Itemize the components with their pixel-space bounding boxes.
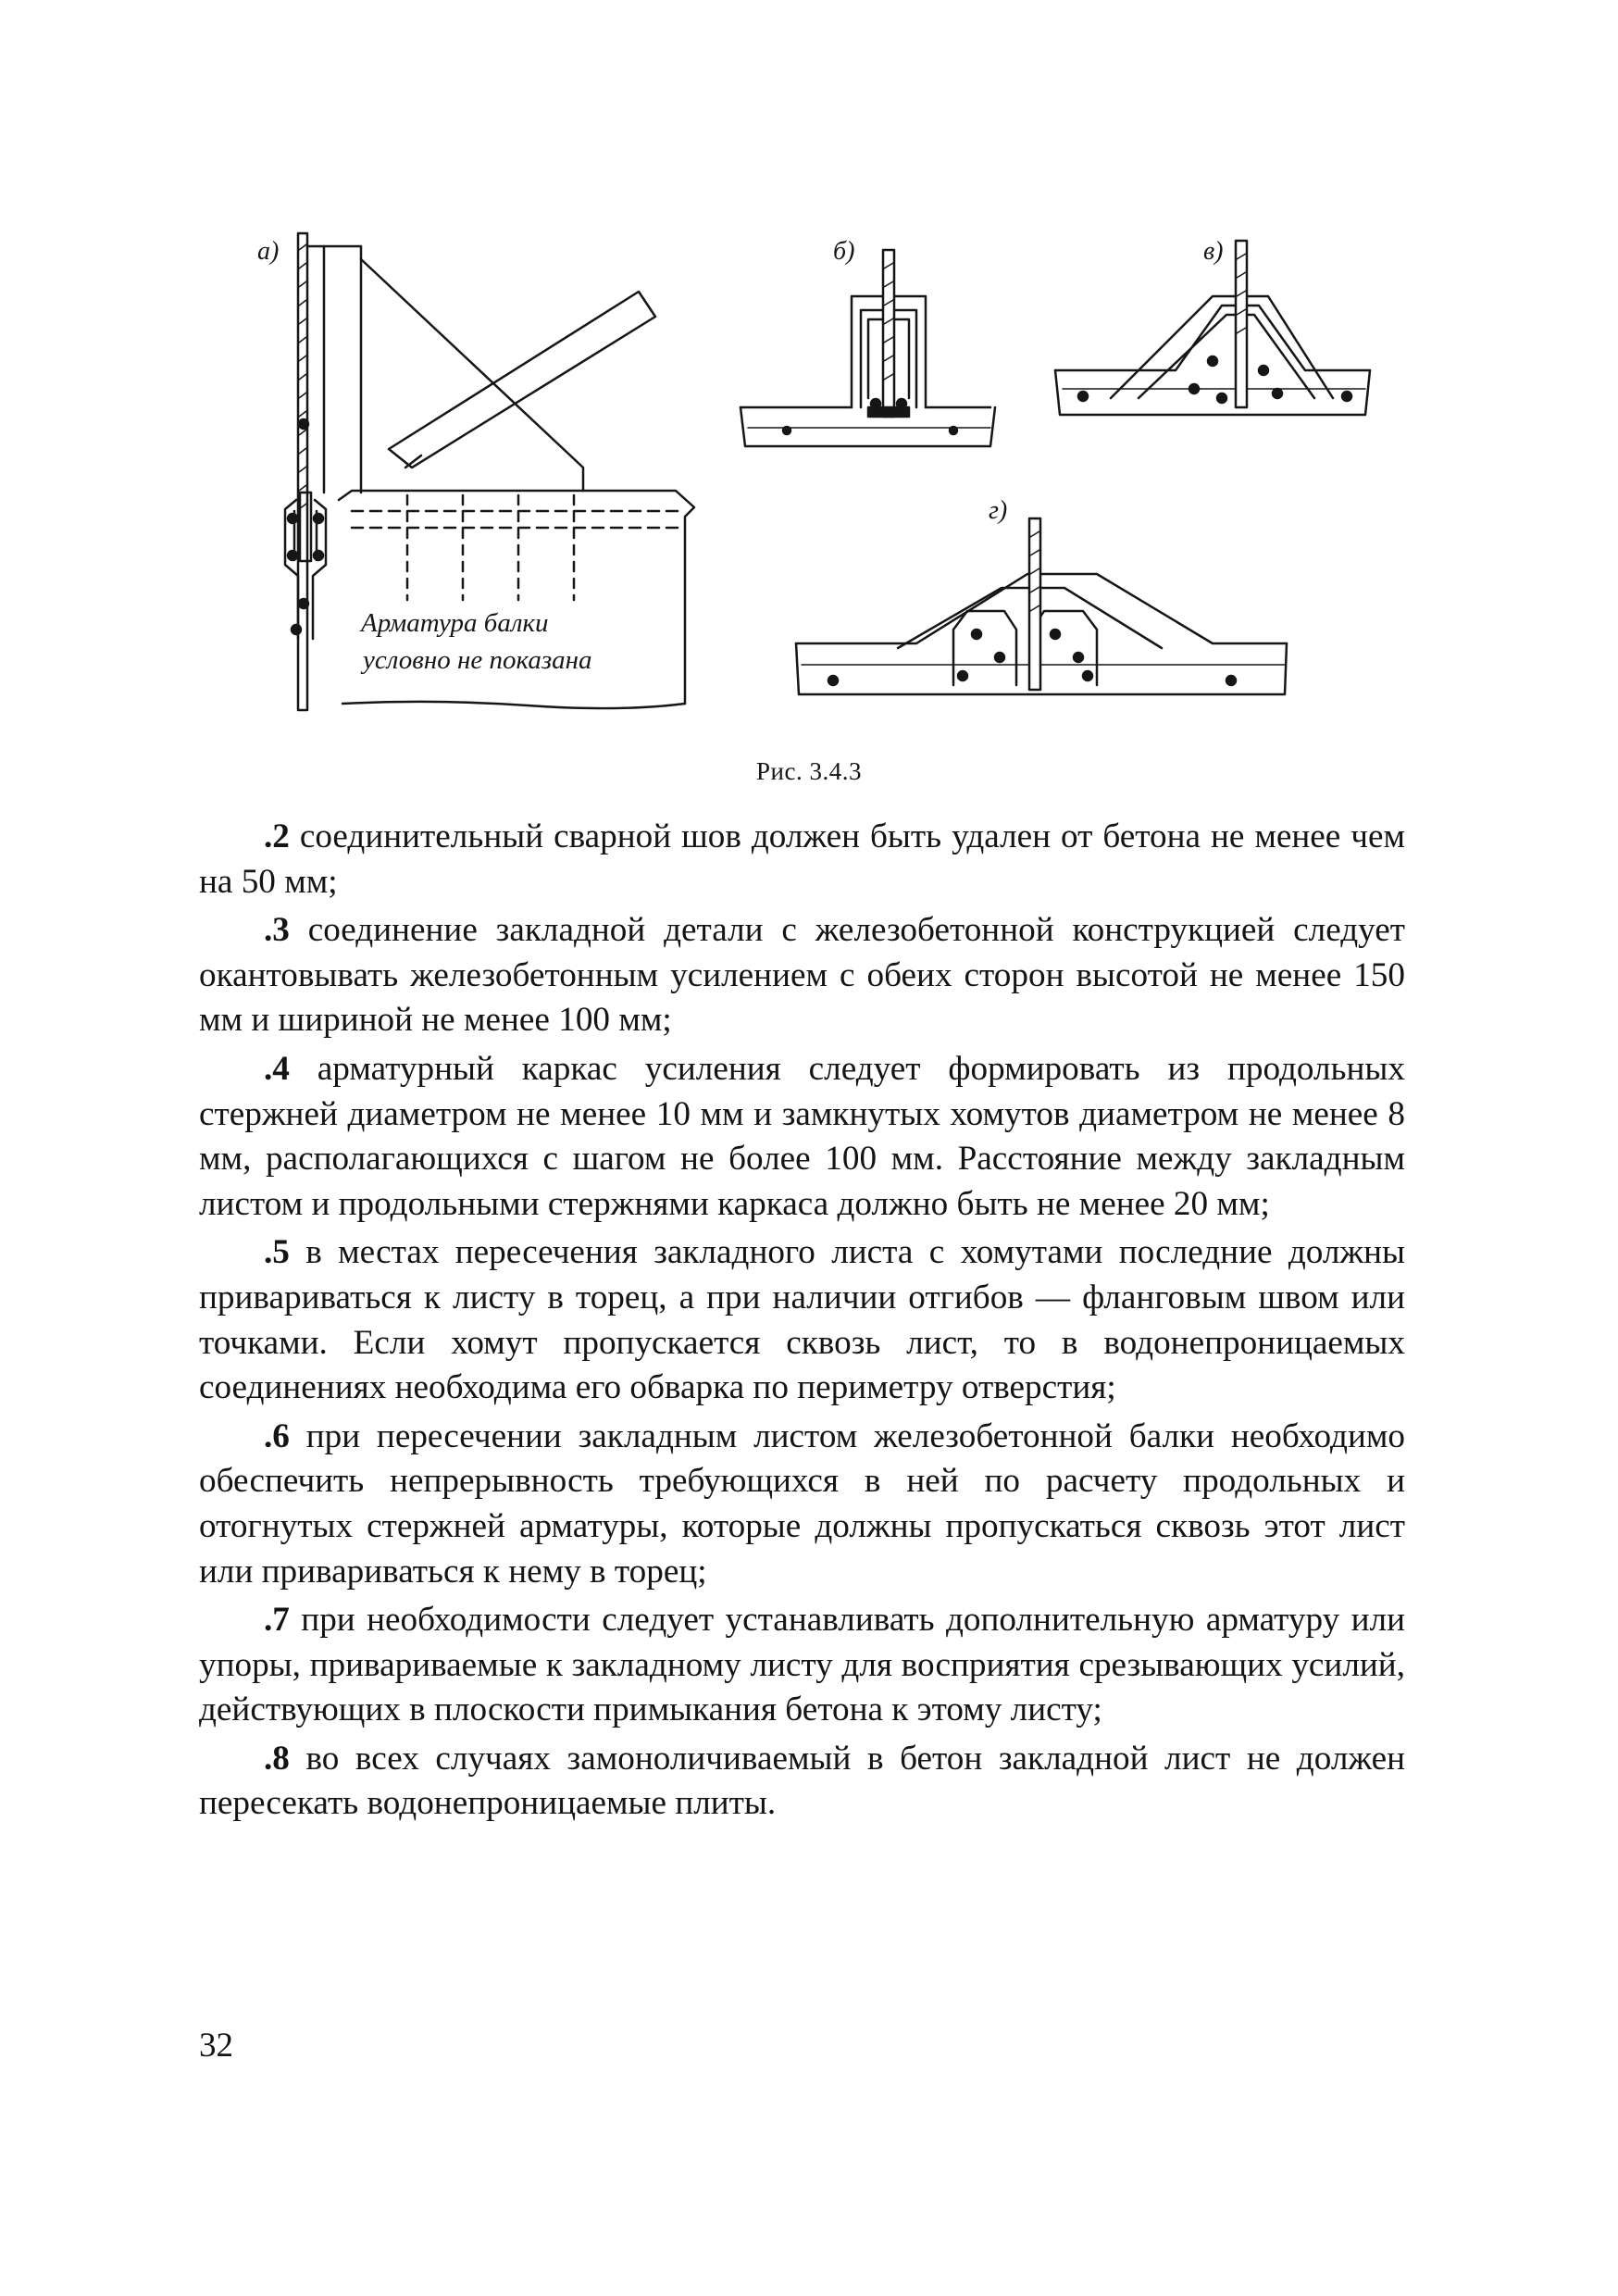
item-number: .4 (264, 1049, 290, 1088)
panel-label-g: г) (989, 496, 1008, 525)
item-number: .8 (264, 1739, 290, 1778)
item-number: .5 (264, 1233, 290, 1272)
figure-caption: Рис. 3.4.3 (756, 757, 862, 785)
item-number: .2 (264, 817, 290, 855)
paragraph-item-4 (199, 1047, 1405, 1227)
item-number: .3 (264, 911, 290, 950)
paragraph-item-6 (199, 1415, 1405, 1594)
item-text: во всех случаях замоноличиваемый в бетон закладной лист не должен пересекать водонепроницаемые плиты. (199, 1739, 1405, 1823)
panel-label-v: в) (1203, 237, 1224, 266)
paragraph-item-3 (199, 908, 1405, 1043)
item-number: .6 (264, 1416, 290, 1455)
item-text: арматурный каркас усиления следует формировать из продольных стержней диаметром не менее 10 мм и замкнутых хомутов диаметром не менее 8 мм, располагающихся с шагом не более 100 мм. Расстояние между закладным листом и продольными стержнями каркаса должно быть не менее 20 мм; (199, 1049, 1405, 1223)
figure-3-4-3 (250, 222, 1416, 759)
panel-label-b: б) (833, 237, 855, 266)
annotation-line-2: условно не показана (363, 645, 592, 675)
item-text: при пересечении закладным листом железобетонной балки необходимо обеспечить непрерывность требующихся в ней по расчету продольных и отогнутых стержней арматуры, которые должны пропускаться сквозь этот лист или привариваться к нему в торец; (199, 1416, 1405, 1591)
panel-v-drawing (1055, 237, 1370, 415)
item-text: соединительный сварной шов должен быть удален от бетона не менее чем на 50 мм; (199, 817, 1405, 901)
item-text: при необходимости следует устанавливать дополнительную арматуру или упоры, привариваемые к закладному листу для восприятия срезывающих усилий, действующих в плоскости примыкания бетона к этому листу; (199, 1601, 1405, 1729)
panel-label-a: а) (257, 237, 280, 266)
panel-b-drawing (741, 237, 995, 446)
body-text (199, 815, 1405, 1830)
paragraph-item-5 (199, 1230, 1405, 1410)
reinforcement-details-drawing (250, 222, 1416, 759)
paragraph-item-8 (199, 1737, 1405, 1827)
item-text: соединение закладной детали с железобетонной конструкцией следует окантовывать железобетонным усилением с обеих сторон высотой не менее 150 мм и шириной не менее 100 мм; (199, 911, 1405, 1040)
paragraph-item-7 (199, 1598, 1405, 1733)
panel-g-drawing (796, 496, 1287, 694)
item-number: .7 (264, 1601, 290, 1640)
item-text: в местах пересечения закладного листа с хомутами последние должны привариваться к листу в торец, а при наличии отгибов — фланговым швом или точками. Если хомут пропускается сквозь лист, то в водонепроницаемых соединениях необходима его обварка по периметру отверстия; (199, 1233, 1405, 1407)
page-number: 32 (199, 2027, 233, 2065)
paragraph-item-2 (199, 815, 1405, 905)
panel-a-drawing (257, 233, 694, 710)
annotation-line-1: Арматура балки (361, 608, 549, 638)
